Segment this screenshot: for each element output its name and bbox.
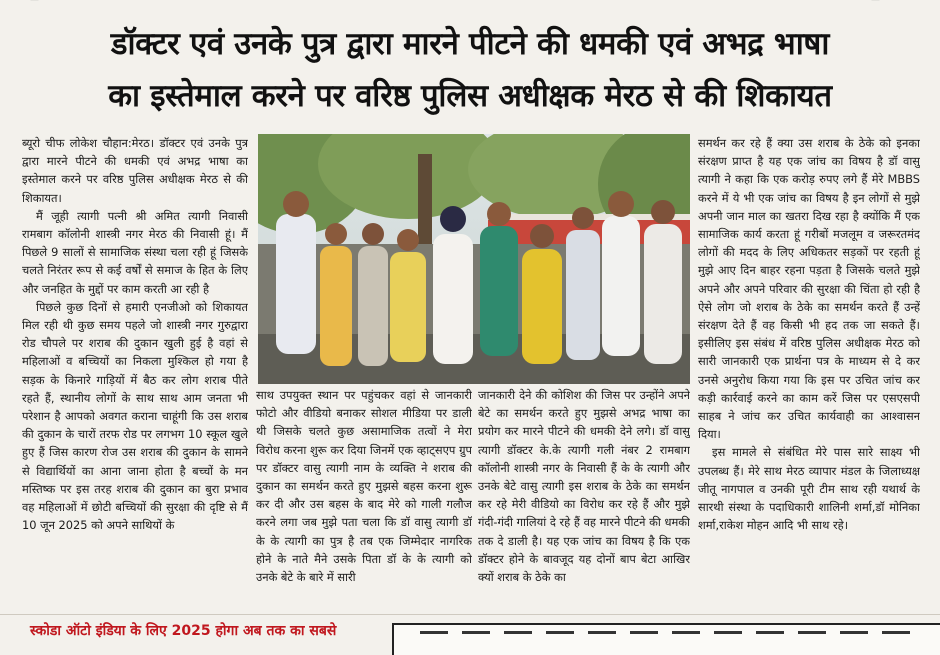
article-headline	[18, 18, 922, 122]
paragraph: पिछले कुछ दिनों से हमारी एनजीओ को शिकायत मिल रही थी कुछ समय पहले जो शास्त्री नगर गुरुद्वारा रोड चौपले पर शराब की दुकान खुली हुई है वहां से महिलाओं व बच्चियों का निकला मुश्किल हो गया है सड़क के किनारे गाड़ियों में बैठ कर लोग शराब पीते रहते हैं, स्थानीय लोगों के साथ साथ आम जनता भी परेशान है आपको अवगत कराना चाहूंगी कि उस शराब की दुकान के चारों तरफ रोड पर लगभग 10 स्कूल खुले हुए हैं जिस कारण रोज उस शराब की दुकान के सामने से विद्यार्थियों का आना जाना होता है बच्चों के मन मस्तिष्क पर इस तरह शराब की दुकान का बुरा प्रभाव वह महिलाओं में छोटी बच्चियों की सुरक्षा की दृष्टि से मैं 10 जून 2025 को अपने साथियों के	[22, 299, 248, 533]
paragraph: इस मामले से संबंधित मेरे पास सारे साक्ष्य भी उपलब्ध हैं। मेरे साथ मेरठ व्यापार मंडल के जिलाध्यक्ष जीतू नागपाल व उनकी पूरी टीम साथ रही यथार्थ के सारथी संस्था के पदाधिकारी शालिनी शर्मा,डॉ मोनिका शर्मा,राकेश मोहन आदि भी साथ रहे।	[698, 445, 920, 533]
page-top-strip	[0, 0, 940, 10]
article-column-2	[256, 386, 472, 612]
next-story-headline: स्कोडा ऑटो इंडिया के लिए 2025 होगा अब तक का सबसे	[30, 623, 337, 639]
paragraph: जानकारी देने की कोशिश की जिस पर उन्होंने अपने बेटे का समर्थन करते हुए मुझसे अभद्र भाषा का प्रयोग कर मारने पीटने की धमकी देने लगे। डॉ वासु त्यागी डॉक्टर के.के त्यागी गली नंबर 2 रामबाग कॉलोनी शास्त्री नगर के निवासी हैं के के त्यागी और उनके बेटे वासु त्यागी इस शराब के ठेके का समर्थन कर रहे मेरी वीडियो का विरोध कर रहे हैं और मुझे गंदी-गंदी गालियां दे रहे हैं वह मारने पीटने की धमकी तक दे डाली है। यह एक जांच का विषय है कि एक डॉक्टर होने के बावजूद यह दोनों बाप बेटा आखिर क्यों शराब के ठेके का	[478, 388, 690, 585]
paragraph: मैं जूही त्यागी पत्नी श्री अमित त्यागी निवासी रामबाग कॉलोनी शास्त्री नगर मेरठ की निवासी हूं। मैं पिछले 9 सालों से सामाजिक संस्था चला रही हूं जिसके चलते निरंतर रूप से कई वर्षों से समाज के हित के लिए और जनहित के मुद्दों पर काम करती आ रही है	[22, 208, 248, 296]
next-story-cropped-heading	[420, 631, 910, 634]
headline-line-2: का इस्तेमाल करने पर वरिष्ठ पुलिस अधीक्षक मेरठ से की शिकायत	[108, 78, 832, 114]
top-strip-left-mark: —	[30, 0, 39, 5]
paragraph: समर्थन कर रहे हैं क्या उस शराब के ठेके को इनका संरक्षण प्राप्त है यह एक जांच का विषय है डॉ वासु त्यागी ने कहा कि एक करोड़ रुपए लगे हैं मेरे MBBS करने में ये भी एक जांच का विषय है इन लोगों से मुझे अपनी जान माल का खतरा दिख रहा है क्योंकि मैं एक सामाजिक कार्य करता हूं गरीबों मजलूम व जरूरतमंद लोगों की मदद के लिए अधिकतर सड़कों पर रहती हूं मुझे आए दिन बाहर रहना पड़ता है जिसके चलते मुझे अपने और अपने परिवार की सुरक्षा की चिंता हो रही है ऐसे लोग जो शराब के ठेके का समर्थन करते हैं उन्हें संरक्षण देते हैं वह किसी भी हद तक जा सकते हैं। इसीलिए इस संबंध में वरिष्ठ पुलिस अधीक्षक मेरठ को सारी जानकारी एक प्रार्थना पत्र के माध्यम से दे कर उनसे अनुरोध किया गया कि इस पर उचित जांच कर कड़ी कार्रवाई करने का काम करें जिस पर एसएसपी साहब ने जांच कर उचित कार्यवाही का आश्वासन दिया।	[698, 136, 920, 442]
article-column-3	[478, 386, 690, 612]
top-strip-right-mark: —	[871, 0, 880, 5]
headline-line-1: डॉक्टर एवं उनके पुत्र द्वारा मारने पीटने की धमकी एवं अभद्र भाषा	[110, 26, 830, 62]
article-column-4	[698, 134, 920, 604]
group-photo-illustration	[258, 134, 690, 384]
next-story-strip	[0, 614, 940, 641]
article-column-1	[22, 134, 248, 604]
next-story-box	[392, 623, 940, 655]
article-photo	[258, 134, 690, 384]
paragraph: साथ उपयुक्त स्थान पर पहुंचकर वहां से जानकारी फोटो और वीडियो बनाकर सोशल मीडिया पर डाली थी जिसके चलते कुछ असामाजिक तत्वों ने मेरा विरोध करना शुरू कर दिया जिनमें एक व्हाट्सएप ग्रुप पर डॉक्टर वासु त्यागी नाम के व्यक्ति ने शराब की दुकान का समर्थन करते हुए मुझसे बहस करना शुरू कर दी और उस बहस के बाद मेरे को गाली गलौज करने लगा जब मुझे पता चला कि डॉ वासु त्यागी डॉ के के त्यागी का पुत्र है तब एक जिम्मेदार नागरिक होने के नाते मैने उसके पिता डॉ के के त्यागी को उनके बेटे के बारे में सारी	[256, 388, 472, 585]
byline-paragraph: ब्यूरो चीफ लोकेश चौहान:मेरठ। डॉक्टर एवं उनके पुत्र द्वारा मारने पीटने की धमकी एवं अभद्र भाषा का इस्तेमाल करने पर वरिष्ठ पुलिस अधीक्षक मेरठ से की शिकायत।	[22, 136, 248, 205]
